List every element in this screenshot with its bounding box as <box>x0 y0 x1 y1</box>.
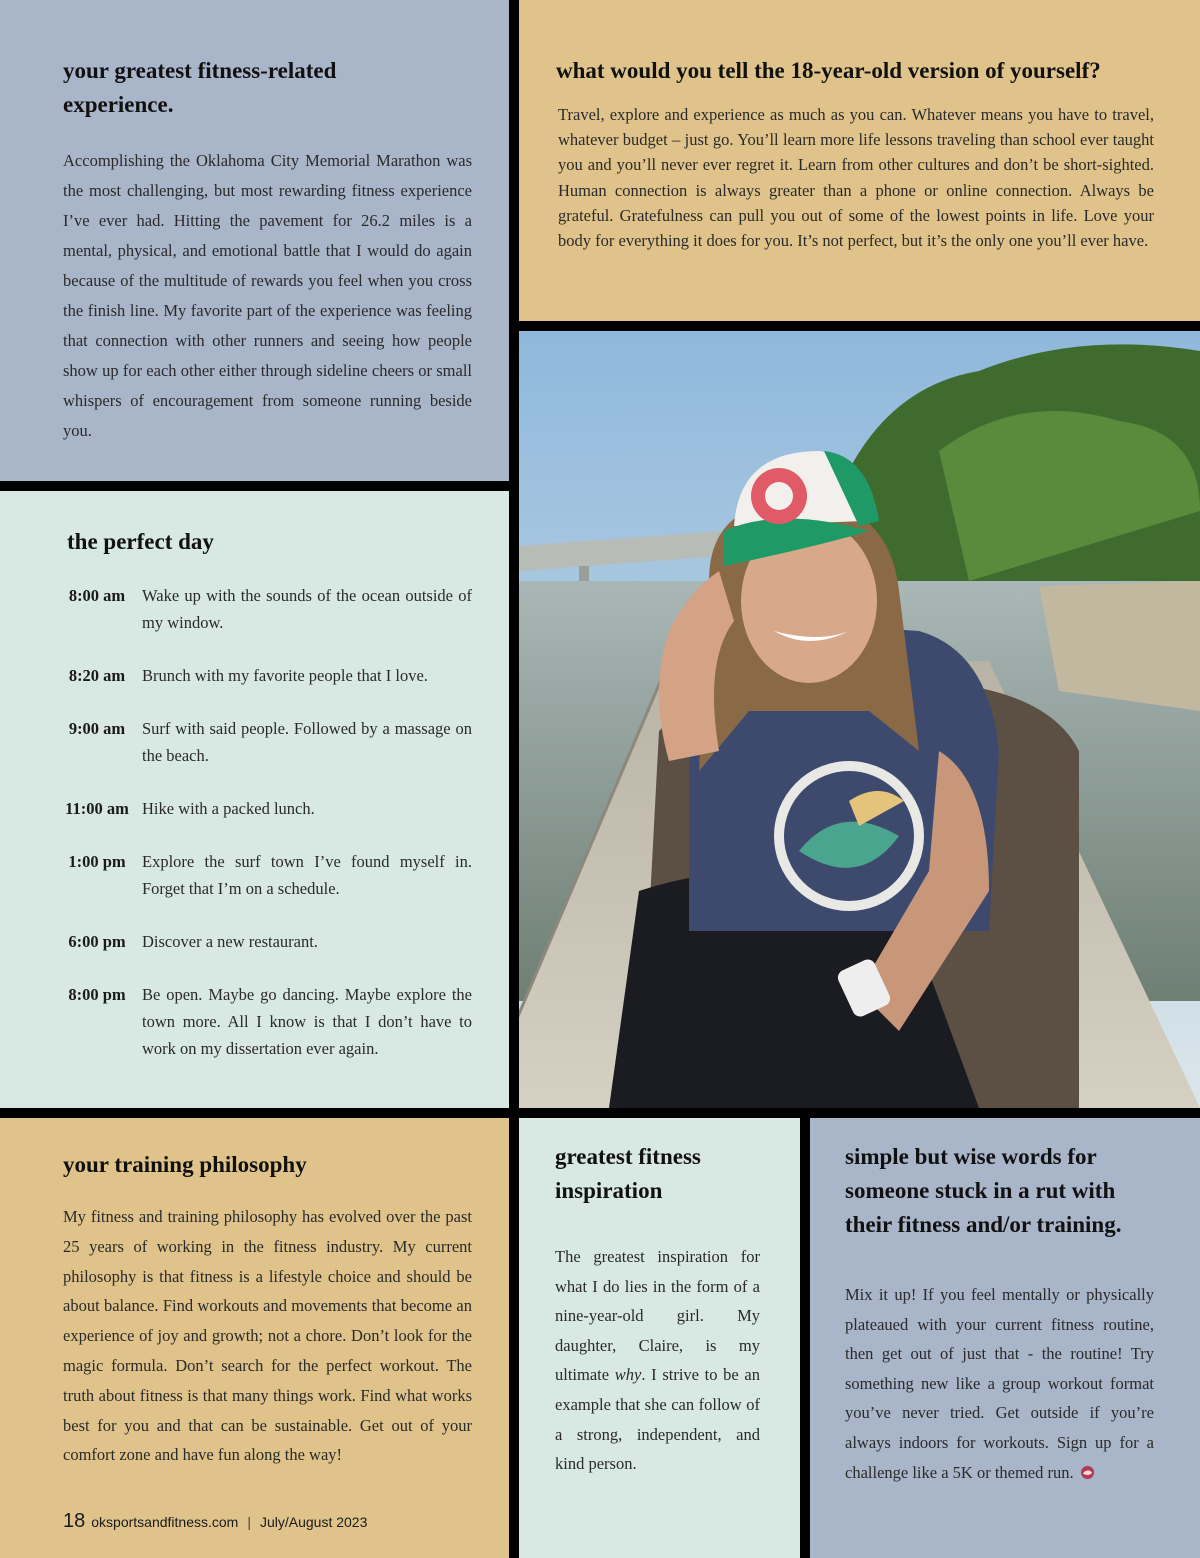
schedule-time: 8:20 am <box>68 666 126 685</box>
inspiration-body-end: . I strive to be an example that she can follow of a strong, independent, and kind person. <box>555 1365 760 1474</box>
perfect-day-title: the perfect day <box>67 529 214 554</box>
schedule-activity: Hike with a packed lunch. <box>142 799 315 818</box>
schedule-time: 9:00 am <box>68 719 126 738</box>
inspiration-body-emphasis: why <box>614 1365 642 1385</box>
wise-words-title: simple but wise words for someone stuck in a rut with their fitness and/or training. <box>845 1144 1122 1237</box>
schedule-time: 6:00 pm <box>68 932 126 951</box>
schedule-item <box>52 981 472 1062</box>
schedule-item <box>52 662 472 689</box>
schedule-item <box>52 715 472 769</box>
philosophy-panel <box>0 1118 509 1558</box>
advice-panel <box>519 0 1200 321</box>
schedule-time: 8:00 am <box>68 586 126 605</box>
schedule-list <box>52 582 472 1062</box>
schedule-item <box>52 928 472 955</box>
philosophy-title: your training philosophy <box>63 1152 307 1177</box>
inspiration-body-start: The greatest inspiration for what I do lies in the form of a nine-year-old girl. My daughter, Claire, is my ultimate <box>555 1247 760 1385</box>
end-mark-icon <box>1080 1460 1095 1490</box>
schedule-activity: Wake up with the sounds of the ocean outside of my window. <box>142 586 472 632</box>
schedule-time: 8:00 pm <box>68 985 126 1004</box>
schedule-item <box>52 795 472 822</box>
portrait-photo <box>519 331 1200 1108</box>
inspiration-panel <box>519 1118 800 1558</box>
experience-panel <box>0 0 509 481</box>
schedule-activity: Brunch with my favorite people that I love. <box>142 666 428 685</box>
schedule-item <box>52 848 472 902</box>
wise-words-panel <box>810 1118 1200 1558</box>
perfect-day-panel <box>0 491 509 1108</box>
page-footer <box>63 1510 367 1533</box>
schedule-activity: Be open. Maybe go dancing. Maybe explore the town more. All I know is that I don’t have to work on my dissertation ever again. <box>142 985 472 1058</box>
schedule-item <box>52 582 472 636</box>
schedule-activity: Explore the surf town I’ve found myself in. Forget that I’m on a schedule. <box>142 852 472 898</box>
inspiration-body <box>555 1242 760 1479</box>
schedule-activity: Discover a new restaurant. <box>142 932 318 951</box>
wise-words-text: Mix it up! If you feel mentally or physically plateaued with your current fitness routine, then get out of just that - the routine! Try something new like a group workout format you’ve never tried. Get outside if you’re always indoors for workouts. Sign up for a challenge like a 5K or themed run. <box>845 1285 1154 1482</box>
advice-title: what would you tell the 18-year-old version of yourself? <box>556 58 1101 83</box>
experience-body: Accomplishing the Oklahoma City Memorial Marathon was the most challenging, but most rewarding fitness experience I’ve ever had. Hitting the pavement for 26.2 miles is a mental, physical, and emotional battle that I would do again because of the multitude of rewards you feel when you cross the finish line. My favorite part of the experience was feeling that connection with other runners and seeing how people show up for each other either through sideline cheers or small whispers of encouragement from someone running beside you. <box>63 151 472 440</box>
page-number: 18 <box>63 1510 86 1532</box>
website-label: oksportsandfitness.com <box>91 1514 239 1530</box>
issue-label: July/August 2023 <box>259 1514 368 1530</box>
wise-words-body <box>845 1280 1154 1489</box>
schedule-time: 11:00 am <box>65 799 129 818</box>
advice-body: Travel, explore and experience as much as you can. Whatever means you have to travel, whatever budget – just go. You’ll learn more life lessons traveling than school ever taught you and you’ll never ever regret it. Learn from other cultures and don’t be short-sighted. Human connection is always greater than a phone or online connection. Always be grateful. Gratefulness can pull you out of some of the lowest points in life. Love your body for everything it does for you. It’s not perfect, but it’s the only one you’ll ever have. <box>558 105 1154 251</box>
portrait-photo-illustration <box>519 331 1200 1108</box>
footer-separator: | <box>247 1514 251 1530</box>
experience-title: your greatest fitness-related experience. <box>63 58 337 117</box>
philosophy-body: My fitness and training philosophy has evolved over the past 25 years of working in the fitness industry. My current philosophy is that fitness is a lifestyle choice and should be about balance. Find workouts and movements that become an experience of joy and growth; not a chore. Don’t look for the magic formula. Don’t search for the perfect workout. The truth about fitness is that many things work. Find what works best for you and that can be sustainable. Get out of your comfort zone and have fun along the way! <box>63 1207 472 1465</box>
schedule-activity: Surf with said people. Followed by a massage on the beach. <box>142 719 472 765</box>
schedule-time: 1:00 pm <box>68 852 126 871</box>
inspiration-title: greatest fitness inspiration <box>555 1144 701 1203</box>
